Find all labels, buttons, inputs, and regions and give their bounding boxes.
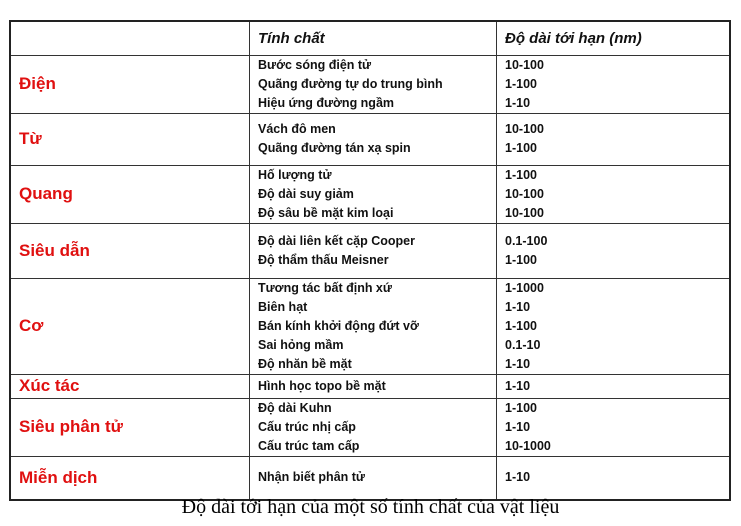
property-item: Hình học topo bề mặt: [258, 378, 386, 393]
value-cell: [497, 398, 731, 456]
property-cell: [250, 165, 497, 223]
property-item: Biên hạt: [258, 299, 308, 314]
property-item: Quãng đường tự do trung bình: [258, 76, 443, 91]
category-cell: Quang: [10, 165, 250, 223]
property-cell: [250, 223, 497, 278]
value-item: 10-100: [505, 122, 544, 136]
table-row: [10, 398, 730, 456]
table-row: [10, 374, 730, 398]
value-item: 0.1-10: [505, 337, 541, 352]
property-item: Độ dài Kuhn: [258, 400, 332, 415]
value-item: 10-100: [505, 57, 544, 72]
property-item: Sai hỏng mầm: [258, 337, 344, 352]
header-row: [10, 21, 730, 55]
property-item: Độ dài liên kết cặp Cooper: [258, 233, 415, 248]
table-row: [10, 278, 730, 374]
header-length: Độ dài tới hạn (nm): [497, 21, 731, 55]
property-item: Vách đô men: [258, 122, 336, 136]
value-item: 10-100: [505, 186, 544, 201]
category-cell: Điện: [10, 55, 250, 113]
category-cell: Siêu dẫn: [10, 223, 250, 278]
value-item: 1-10: [505, 95, 531, 110]
property-item: Bán kính khởi động đứt vỡ: [258, 318, 419, 333]
value-item: 10-100: [505, 205, 544, 220]
value-item: 1-100: [505, 167, 537, 182]
property-item: Độ nhăn bề mặt: [258, 356, 352, 371]
property-item: Độ sâu bề mặt kim loại: [258, 205, 394, 220]
property-item: Quãng đường tán xạ spin: [258, 141, 411, 155]
property-item: Cấu trúc nhị cấp: [258, 419, 356, 434]
property-item: Nhận biết phân tử: [258, 470, 365, 485]
value-cell: [497, 55, 731, 113]
category-cell: Siêu phân tử: [10, 398, 250, 456]
table-row: [10, 223, 730, 278]
value-item: 0.1-100: [505, 233, 548, 248]
category-cell: Miễn dịch: [10, 456, 250, 500]
property-cell: [250, 55, 497, 113]
value-cell: [497, 278, 731, 374]
value-cell: [497, 113, 731, 165]
category-cell: Từ: [10, 113, 250, 165]
table-caption: Độ dài tới hạn của một số tính chất của vật liệu: [181, 496, 560, 518]
value-item: 1-100: [505, 400, 537, 415]
table-row: [10, 165, 730, 223]
property-cell: [250, 113, 497, 165]
value-item: 1-1000: [505, 280, 544, 295]
value-item: 1-100: [505, 318, 537, 333]
table-row: [10, 113, 730, 165]
property-item: Độ thẩm thấu Meisner: [258, 252, 389, 267]
value-item: 1-100: [505, 252, 537, 267]
property-item: Tương tác bất định xứ: [258, 280, 392, 295]
property-item: Độ dài suy giảm: [258, 186, 354, 201]
category-cell: Cơ: [10, 278, 250, 374]
property-item: Hố lượng tử: [258, 167, 332, 182]
header-empty-cell: [10, 21, 250, 55]
value-item: 1-10: [505, 299, 531, 314]
value-cell: [497, 456, 731, 500]
value-cell: [497, 223, 731, 278]
property-cell: [250, 456, 497, 500]
critical-length-table: [9, 20, 731, 501]
property-item: Cấu trúc tam cấp: [258, 438, 360, 453]
property-item: Bước sóng điện tử: [258, 57, 372, 72]
value-item: 10-1000: [505, 438, 551, 453]
property-cell: [250, 374, 497, 398]
value-cell: [497, 374, 731, 398]
property-cell: [250, 278, 497, 374]
table-row: [10, 456, 730, 500]
value-item: 1-10: [505, 470, 531, 485]
value-item: 1-10: [505, 419, 531, 434]
value-item: 1-10: [505, 378, 531, 393]
property-item: Hiệu ứng đường ngầm: [258, 95, 395, 110]
value-item: 1-100: [505, 76, 537, 91]
category-cell: Xúc tác: [10, 374, 250, 398]
table-row: [10, 55, 730, 113]
header-property: Tính chất: [250, 21, 497, 55]
property-cell: [250, 398, 497, 456]
value-item: 1-10: [505, 356, 531, 371]
value-item: 1-100: [505, 141, 537, 155]
value-cell: [497, 165, 731, 223]
